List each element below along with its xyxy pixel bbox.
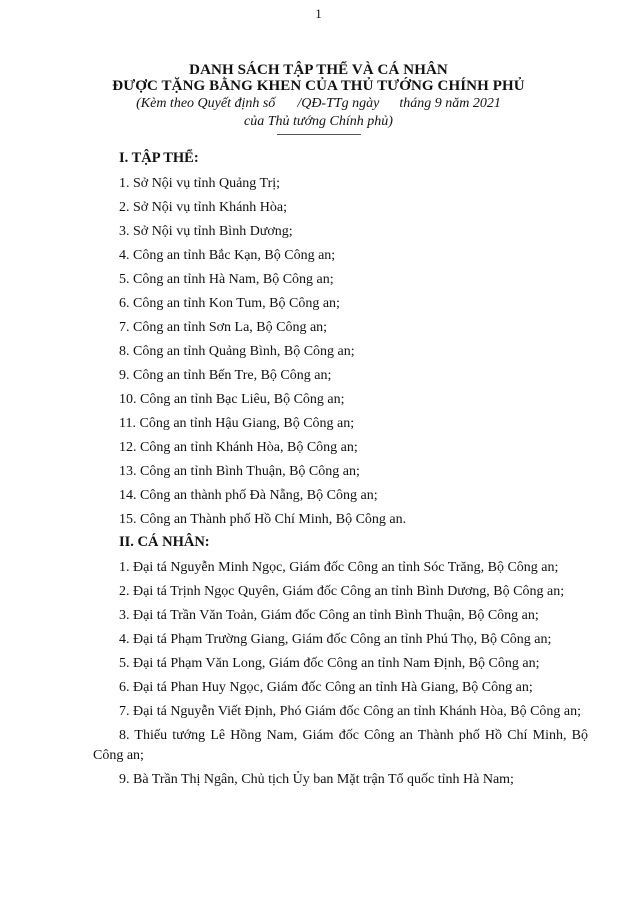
list-item: 1. Đại tá Nguyễn Minh Ngọc, Giám đốc Công an tỉnh Sóc Trăng, Bộ Công an; — [119, 560, 559, 575]
list-item: 9. Công an tỉnh Bến Tre, Bộ Công an; — [119, 368, 332, 383]
subtitle-decision-label: (Kèm theo Quyết định số — [136, 96, 276, 111]
list-item: 1. Sở Nội vụ tỉnh Quảng Trị; — [119, 176, 281, 191]
list-item: 9. Bà Trần Thị Ngân, Chủ tịch Ủy ban Mặt trận Tổ quốc tỉnh Hà Nam; — [119, 772, 514, 787]
subtitle-line-1 — [0, 96, 637, 112]
list-item: 10. Công an tỉnh Bạc Liêu, Bộ Công an; — [119, 392, 345, 407]
section-individuals-heading: II. CÁ NHÂN: — [119, 534, 210, 550]
title-line-2: ĐƯỢC TẶNG BẰNG KHEN CỦA THỦ TƯỚNG CHÍNH PHỦ — [112, 78, 525, 94]
list-item: 14. Công an thành phố Đà Nẵng, Bộ Công an; — [119, 488, 378, 503]
list-item: 4. Công an tỉnh Bắc Kạn, Bộ Công an; — [119, 248, 336, 263]
list-item: 2. Sở Nội vụ tỉnh Khánh Hòa; — [119, 200, 288, 215]
list-item: 5. Công an tỉnh Hà Nam, Bộ Công an; — [119, 272, 334, 287]
subtitle-date: tháng 9 năm 2021 — [399, 96, 501, 111]
list-item: 8. Thiếu tướng Lê Hồng Nam, Giám đốc Công an Thành phố Hồ Chí Minh, Bộ Công an; — [93, 728, 588, 763]
collectives-list — [93, 172, 588, 532]
subtitle-decision-code: /QĐ-TTg ngày — [297, 96, 380, 111]
list-item: 7. Công an tỉnh Sơn La, Bộ Công an; — [119, 320, 328, 335]
individuals-list — [93, 558, 588, 790]
title-line-1: DANH SÁCH TẬP THỂ VÀ CÁ NHÂN — [189, 62, 448, 78]
header-divider — [277, 134, 361, 135]
list-item: 2. Đại tá Trịnh Ngọc Quyên, Giám đốc Công an tỉnh Bình Dương, Bộ Công an; — [119, 584, 565, 599]
subtitle-line-2: của Thủ tướng Chính phủ) — [244, 114, 393, 129]
list-item: 7. Đại tá Nguyễn Viết Định, Phó Giám đốc Công an tỉnh Khánh Hòa, Bộ Công an; — [119, 704, 582, 719]
section-collectives-heading: I. TẬP THỂ: — [119, 150, 199, 166]
list-item: 8. Công an tỉnh Quảng Bình, Bộ Công an; — [119, 344, 355, 359]
list-item: 12. Công an tỉnh Khánh Hòa, Bộ Công an; — [119, 440, 358, 455]
list-item: 4. Đại tá Phạm Trường Giang, Giám đốc Công an tỉnh Phú Thọ, Bộ Công an; — [119, 632, 552, 647]
list-item: 3. Đại tá Trần Văn Toản, Giám đốc Công an tỉnh Bình Thuận, Bộ Công an; — [119, 608, 539, 623]
page-number: 1 — [315, 6, 322, 21]
list-item: 11. Công an tỉnh Hậu Giang, Bộ Công an; — [119, 416, 355, 431]
list-item: 3. Sở Nội vụ tỉnh Bình Dương; — [119, 224, 293, 239]
list-item: 6. Đại tá Phan Huy Ngọc, Giám đốc Công an tỉnh Hà Giang, Bộ Công an; — [119, 680, 533, 695]
list-item: 5. Đại tá Phạm Văn Long, Giám đốc Công an tỉnh Nam Định, Bộ Công an; — [119, 656, 540, 671]
list-item: 6. Công an tỉnh Kon Tum, Bộ Công an; — [119, 296, 340, 311]
list-item: 15. Công an Thành phố Hồ Chí Minh, Bộ Công an. — [119, 512, 407, 527]
list-item: 13. Công an tỉnh Bình Thuận, Bộ Công an; — [119, 464, 360, 479]
document-body — [93, 148, 588, 794]
document-header — [0, 62, 637, 135]
